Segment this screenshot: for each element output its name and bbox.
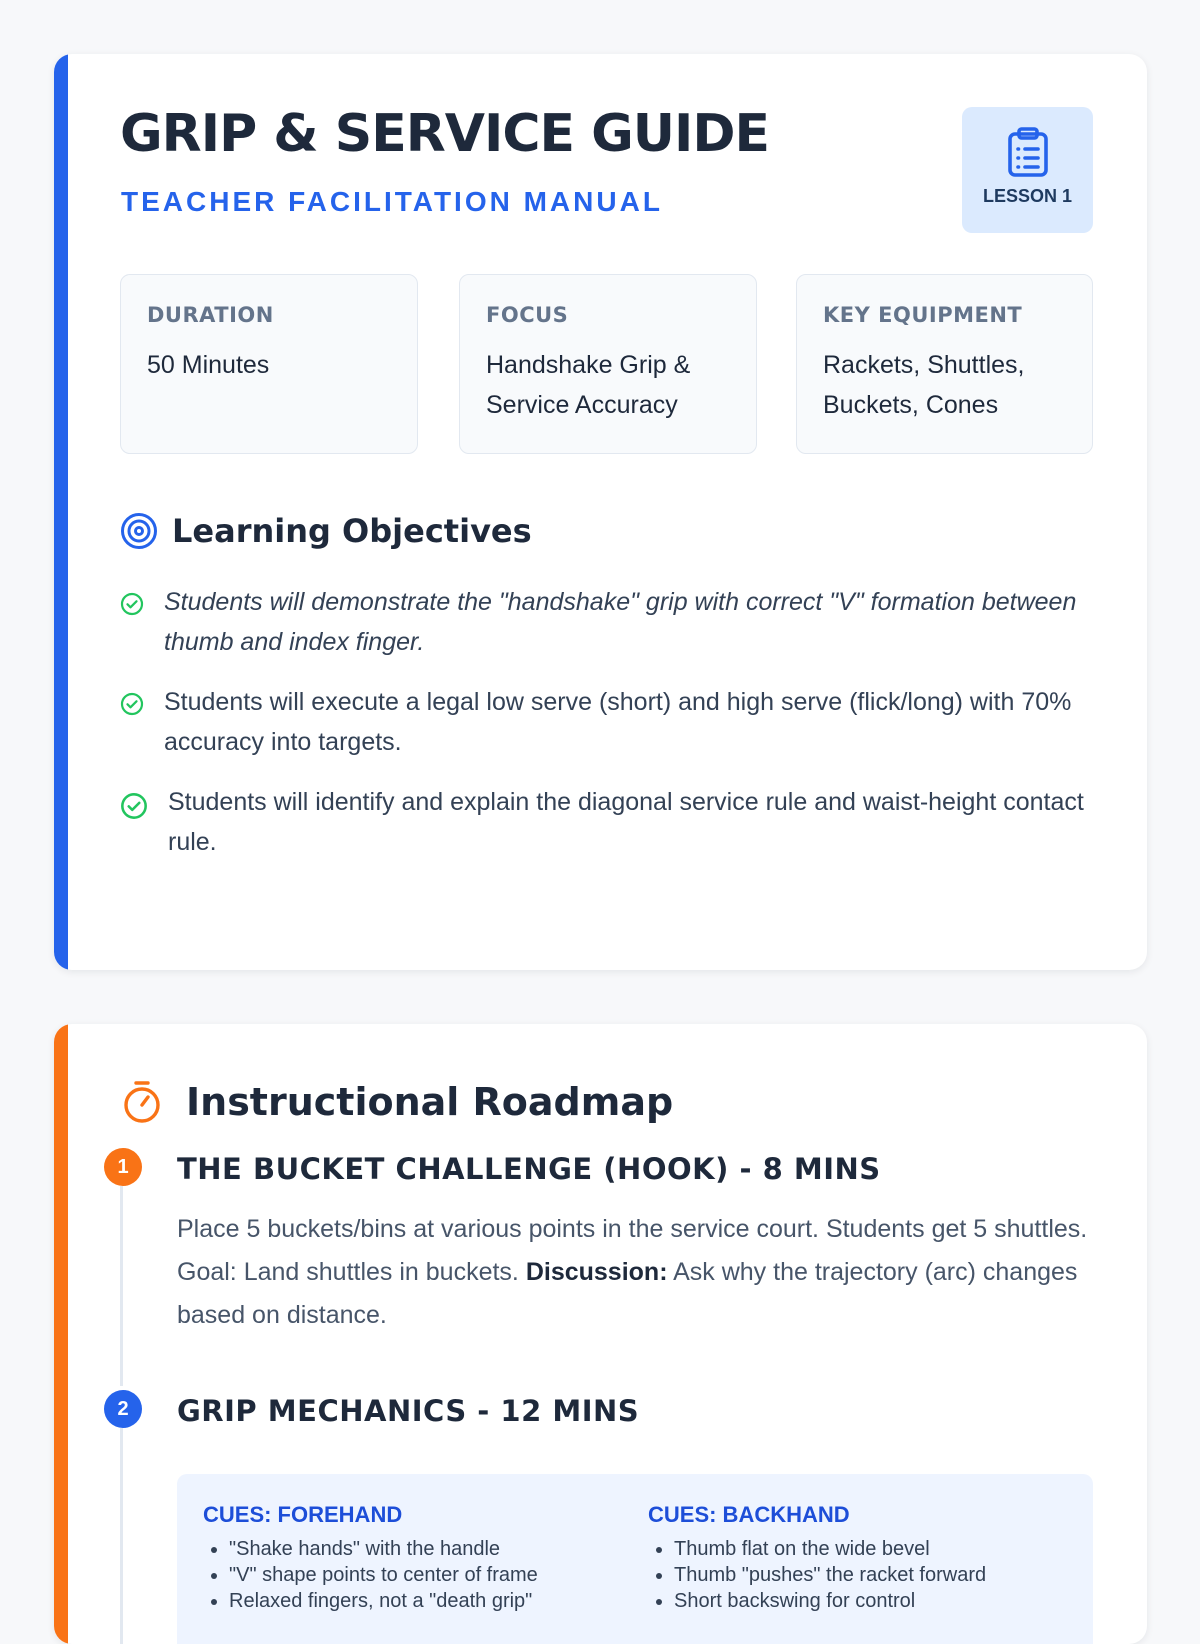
cue-heading: CUES: BACKHAND [648,1502,850,1527]
objectives-heading [120,512,532,550]
list-item: • Relaxed fingers, not a "death grip" [229,1588,623,1614]
page-title: GRIP & SERVICE GUIDE [120,104,770,164]
lesson-badge [962,107,1093,233]
list-item: • Thumb "pushes" the racket forward [674,1562,1068,1588]
step-body-text: Place 5 buckets/bins at various points in the service court. Students get 5 shuttles. Goal: Land shuttles in buckets. [177,1215,1088,1286]
equipment-value: Rackets, Shuttles, Buckets, Cones [823,351,1025,419]
cues-box [177,1474,1093,1644]
focus-label: FOCUS [486,303,569,327]
lesson-overview-card [54,54,1147,970]
roadmap-card [54,1024,1147,1644]
step-body-bold: Discussion: [525,1258,668,1286]
list-item [120,582,1100,662]
list-item: • Thumb flat on the wide bevel [674,1536,1068,1562]
lesson-badge-label: LESSON 1 [982,186,1073,206]
objective-text: Students will execute a legal low serve (short) and high serve (flick/long) with 70% accuracy into targets. [164,688,1072,756]
step-number-badge: 1 [104,1148,142,1186]
timeline-line [120,1428,123,1644]
objective-text: Students will identify and explain the diagonal service rule and waist-height contact rule. [168,788,1084,856]
page-subtitle: TEACHER FACILITATION MANUAL [121,186,663,217]
focus-box [459,274,757,454]
cue-heading: CUES: FOREHAND [203,1502,403,1527]
check-circle-icon [120,792,148,820]
clipboard-icon [1006,127,1050,177]
duration-value: 50 Minutes [147,351,270,379]
list-item [120,682,1100,762]
backhand-cues [648,1502,1068,1614]
step-title: GRIP MECHANICS - 12 MINS [177,1394,640,1428]
check-circle-icon [120,692,144,716]
step-body-text: Ask why the trajectory (arc) changes based on distance. [177,1258,1078,1329]
objective-text: Students will demonstrate the "handshake" grip with correct "V" formation between thumb and index finger. [164,588,1077,656]
duration-label: DURATION [147,303,274,327]
duration-box [120,274,418,454]
check-circle-icon [120,592,144,616]
equipment-label: KEY EQUIPMENT [823,303,1023,327]
target-icon [120,512,158,550]
objectives-heading-text: Learning Objectives [172,512,532,550]
step-number-badge: 2 [104,1390,142,1428]
timeline-line [120,1186,123,1386]
step-body [177,1208,1097,1337]
focus-value: Handshake Grip & Service Accuracy [486,351,691,419]
list-item: • "Shake hands" with the handle [229,1536,623,1562]
roadmap-heading-text: Instructional Roadmap [186,1080,674,1124]
list-item [120,782,1100,862]
step-title: THE BUCKET CHALLENGE (HOOK) - 8 MINS [177,1152,881,1186]
stopwatch-icon [122,1080,162,1124]
forehand-cues [203,1502,623,1614]
list-item: • Short backswing for control [674,1588,1068,1614]
list-item: • "V" shape points to center of frame [229,1562,623,1588]
equipment-box [796,274,1093,454]
objectives-list [120,582,1100,882]
roadmap-heading [122,1080,673,1124]
